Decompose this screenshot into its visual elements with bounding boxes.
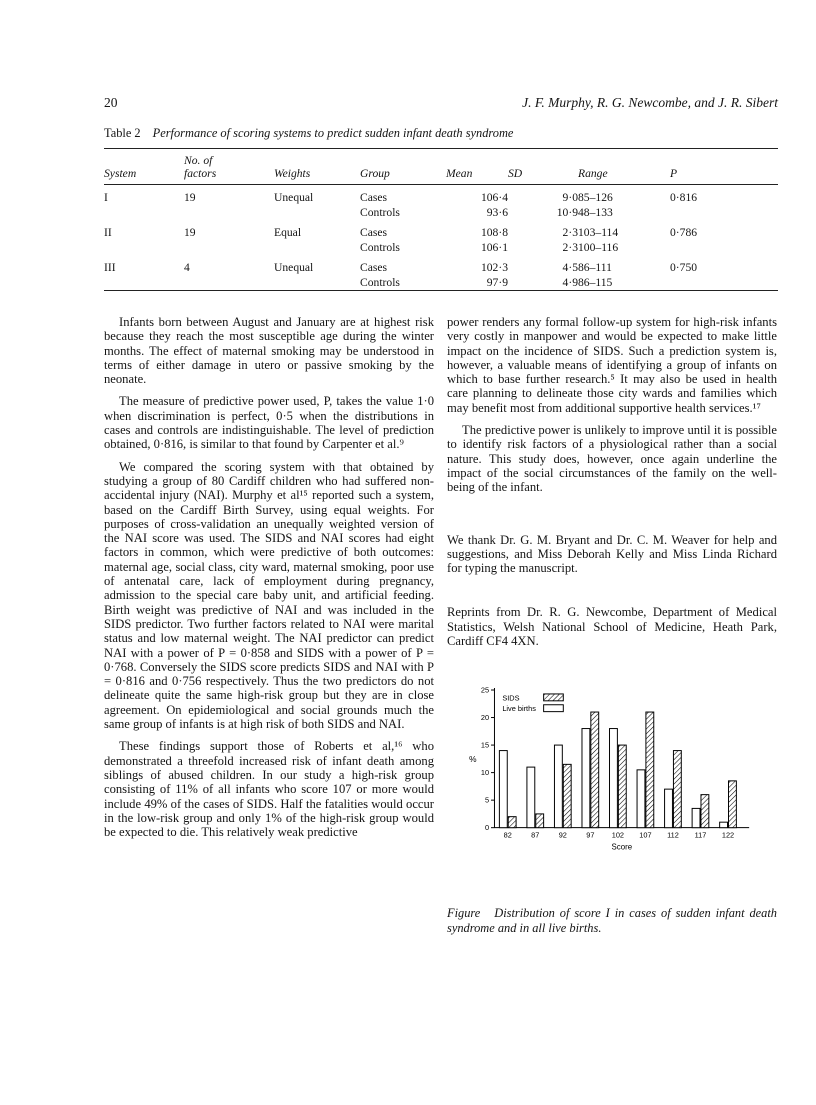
svg-text:20: 20: [480, 713, 490, 723]
paragraph: power renders any formal follow-up system for high-risk infants very costly in manpower and would be expected to make little impact on the incidence of SIDS. Such a prediction system is, however, a valuable means of identifying a group of infants on which to base further research.⁵ It may also be used in health care planning to delineate those city wards and families which may benefit most from additional supportive health services.¹⁷: [447, 315, 777, 415]
svg-text:%: %: [469, 754, 477, 765]
svg-text:117: 117: [694, 830, 707, 840]
table-cell: 19: [184, 191, 196, 204]
right-column: [447, 315, 777, 936]
column-header: No. of factors: [184, 149, 274, 185]
figure-caption-block: [447, 906, 777, 936]
svg-text:102: 102: [611, 830, 625, 840]
figure: [447, 678, 777, 935]
table-label: Table 2: [104, 126, 141, 140]
table-cell: 19: [184, 226, 196, 239]
table-cell: 9·0: [562, 191, 578, 204]
table-cell: Cases: [360, 226, 388, 239]
svg-text:107: 107: [639, 830, 652, 840]
reprints-paragraph: Reprints from Dr. R. G. Newcombe, Department of Medical Statistics, Welsh National School of Medicine, Heath Park, Cardiff CF4 4XN.: [447, 605, 777, 649]
table-header-row: [104, 149, 778, 185]
paragraph: These findings support those of Roberts et al,¹⁶ who demonstrated a threefold increased risk of infant death among siblings of abused children. In our study a high-risk group consisting of 11% of all infants who score 107 or more would include 49% of the cases of SIDS. Half the fatalities would occur in the low-risk group and only 1% of the high-risk group would be expected to die. This relatively weak predictive: [104, 739, 434, 840]
two-column-body: [104, 315, 778, 936]
table-cell: II: [104, 226, 112, 239]
column-header: Mean: [446, 149, 508, 185]
results-table: [104, 148, 778, 291]
chart-container: [463, 678, 777, 883]
table-cell: Cases: [360, 261, 388, 274]
table-cell: 102·3: [480, 261, 508, 274]
svg-text:122: 122: [721, 830, 735, 840]
table-cell: Cases: [360, 191, 388, 204]
page-number: 20: [104, 95, 118, 110]
acknowledgement-paragraph: We thank Dr. G. M. Bryant and Dr. C. M. Weaver for help and suggestions, and Miss Deborah Kelly and Miss Linda Richard for typing the manuscript.: [447, 532, 777, 576]
svg-text:15: 15: [480, 740, 490, 750]
svg-text:92: 92: [558, 830, 567, 840]
svg-text:SIDS: SIDS: [502, 693, 520, 703]
table-row: [104, 255, 778, 275]
column-header: System: [104, 149, 184, 185]
table-cell: 106·1: [480, 241, 508, 254]
table-title: Performance of scoring systems to predict sudden infant death syndrome: [152, 126, 514, 140]
column-header: Range: [578, 149, 670, 185]
page-content: [104, 95, 778, 936]
table-cell: 86–111: [578, 261, 612, 274]
table-cell: 100–116: [578, 241, 619, 254]
column-header: SD: [508, 149, 578, 185]
table-cell: 103–114: [578, 226, 619, 239]
table-cell: Controls: [360, 206, 400, 219]
table-cell: 0·750: [670, 261, 698, 274]
table-cell: 10·9: [556, 206, 578, 219]
table-cell: Equal: [274, 226, 302, 239]
table-cell: 106·4: [480, 191, 508, 204]
paragraph: The predictive power is unlikely to improve until it is possible to identify risk factors of a physiological rather than a social nature. This study does, however, once again underline the impact of the social circumstances of the family on the well-being of the infant.: [447, 423, 777, 495]
svg-text:112: 112: [667, 830, 679, 840]
table-cell: 108·8: [480, 226, 508, 239]
svg-text:87: 87: [531, 830, 540, 840]
figure-caption: Distribution of score I in cases of sudden infant death syndrome and in all live births.: [447, 905, 777, 935]
paragraph: The measure of predictive power used, P, takes the value 1·0 when discrimination is perfect, 0·5 when the distributions in cases and controls are indistinguishable. The level of prediction obtained, 0·816, is similar to that found by Carpenter et al.⁹: [104, 394, 434, 452]
table-row: [104, 220, 778, 240]
table-cell: 2·3: [562, 226, 578, 239]
svg-text:0: 0: [484, 823, 490, 833]
svg-text:82: 82: [503, 830, 512, 840]
table-cell: Unequal: [274, 261, 314, 274]
column-header: Weights: [274, 149, 360, 185]
bar-chart: [463, 678, 758, 880]
left-column: [104, 315, 434, 936]
table-cell: 4·9: [562, 276, 578, 289]
table-cell: 86–115: [578, 276, 613, 289]
table-cell: 93·6: [486, 206, 508, 219]
svg-text:10: 10: [480, 768, 490, 778]
table-cell: I: [104, 191, 108, 204]
table-cell: Unequal: [274, 191, 314, 204]
svg-text:97: 97: [586, 830, 595, 840]
table-cell: Controls: [360, 276, 400, 289]
table-cell: 4·5: [562, 261, 578, 274]
figure-label: Figure: [447, 905, 481, 920]
running-head-authors: J. F. Murphy, R. G. Newcombe, and J. R. Sibert: [522, 95, 778, 110]
table-cell: 48–133: [578, 206, 613, 219]
paragraph: We compared the scoring system with that obtained by studying a group of 80 Cardiff children who had suffered non-accidental injury (NAI). Murphy et al¹⁵ reported such a system, based on the Cardiff Birth Survey, using equal weights. For purposes of cross-validation an unequally weighted version of the NAI score was used. The SIDS and NAI scores had eight factors in common, which were predictive of both outcomes: maternal age, social class, city ward, maternal smoking, poor use of antenatal care, lack of employment during pregnancy, admission to the special care baby unit, and artificial feeding. Birth weight was predictive of NAI and was included in the SIDS predictor. Two further factors related to NAI were marital status and low maternal weight. The NAI predictor can predict NAI with a power of P = 0·858 and SIDS with a power of P = 0·768. Conversely the SIDS score predicts SIDS and NAI with P = 0·816 and 0·756 respectively. Thus the two predictors do not delineate quite the same high-risk group but they are in close agreement. On epidemiological and social grounds much the same group of infants is at high risk of both SIDS and NAI.: [104, 459, 434, 732]
table-caption: [104, 126, 778, 141]
paragraph: Infants born between August and January are at highest risk because they reach the most susceptible age during the winter months. The effect of maternal smoking may be understood in terms of either damage in utero or passive smoking by the neonate.: [104, 315, 434, 387]
column-header: P: [670, 149, 778, 185]
svg-text:Score: Score: [611, 842, 633, 852]
page-header: [104, 95, 778, 111]
svg-text:Live births: Live births: [502, 704, 536, 714]
table-cell: 0·786: [670, 226, 698, 239]
svg-text:25: 25: [480, 685, 490, 695]
table-row: [104, 185, 778, 206]
table-cell: 0·816: [670, 191, 698, 204]
svg-text:5: 5: [484, 796, 490, 806]
table-cell: III: [104, 261, 116, 274]
table-cell: 85–126: [578, 191, 613, 204]
table-cell: 4: [184, 261, 190, 274]
table-cell: 2·3: [562, 241, 578, 254]
column-header: Group: [360, 149, 446, 185]
table-cell: 97·9: [486, 276, 508, 289]
table-cell: Controls: [360, 241, 400, 254]
